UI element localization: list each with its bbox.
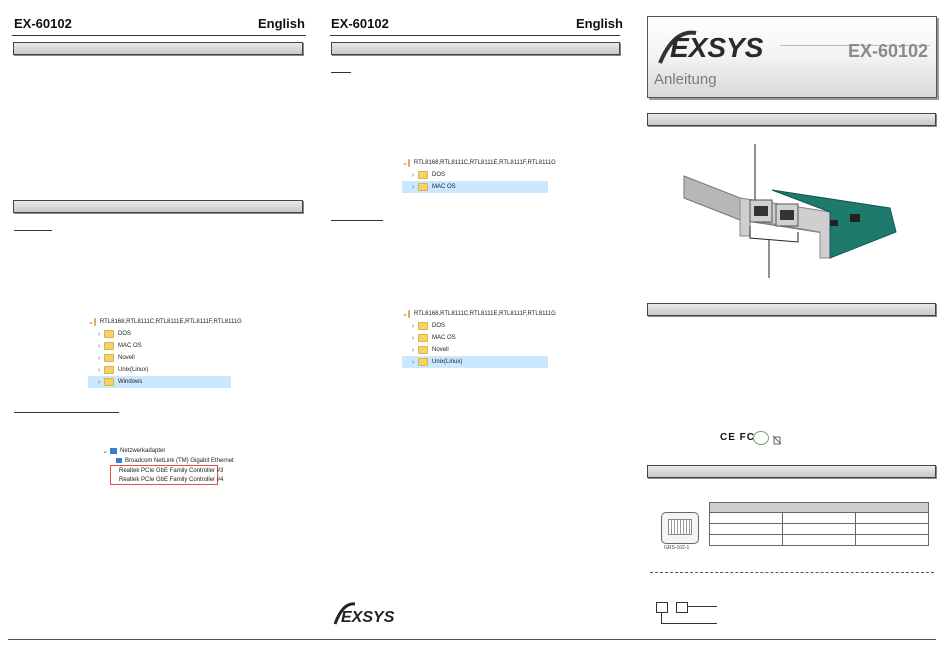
underline-heading-4: [331, 220, 383, 221]
tree-item-dos[interactable]: › DOS: [402, 169, 548, 181]
device-category[interactable]: ⌄ Netzwerkadapter: [100, 446, 240, 456]
tree-item-dos[interactable]: › DOS: [88, 328, 231, 340]
chevron-right-icon: ›: [97, 354, 101, 362]
svg-text:EXSYS: EXSYS: [670, 32, 764, 63]
folder-icon: [418, 346, 428, 354]
section-bar-1: [13, 42, 303, 55]
driver-tree-linux: [402, 308, 556, 368]
chevron-right-icon: ›: [97, 366, 101, 374]
folder-icon: [104, 342, 114, 350]
col2-language: English: [576, 16, 623, 31]
chevron-right-icon: ›: [411, 346, 415, 354]
device-item-realtek-3[interactable]: Realtek PCIe GbE Family Controller #3: [119, 467, 224, 474]
section-bar-5: [647, 303, 936, 316]
led-line: [687, 606, 717, 607]
folder-icon: [104, 378, 114, 386]
chevron-right-icon: ›: [97, 342, 101, 350]
chevron-down-icon: ⌄: [102, 448, 108, 455]
folder-icon: [104, 330, 114, 338]
tree-root-label: RTL8168,RTL8111C,RTL8111E,RTL8111F,RTL8111G: [99, 319, 242, 325]
folder-icon: [418, 322, 428, 330]
col1-header-rule: [12, 35, 306, 36]
cover-model: EX-60102: [847, 41, 928, 61]
chevron-right-icon: ›: [411, 171, 415, 179]
network-card-icon: [116, 458, 122, 463]
cover-subtitle: Anleitung: [654, 71, 717, 88]
section-bar-3: [331, 42, 620, 55]
device-manager-tree: [100, 446, 240, 485]
underline-heading-2: [14, 412, 119, 413]
pin-table: [709, 502, 929, 546]
dashed-separator: [650, 572, 934, 573]
device-item-broadcom[interactable]: Broadcom NetLink (TM) Gigabit Ethernet: [100, 456, 240, 465]
col1-title: EX-60102: [14, 16, 72, 31]
tree-root[interactable]: [88, 316, 242, 328]
driver-tree-mac: [402, 157, 556, 193]
col1-language: English: [258, 16, 305, 31]
cover-box: [647, 16, 937, 98]
product-image: [680, 140, 910, 280]
device-item-realtek-4[interactable]: Realtek PCIe GbE Family Controller #4: [119, 476, 224, 483]
highlight-box: [110, 465, 224, 485]
led-box-icon: [656, 602, 668, 613]
underline-heading-1: [14, 230, 52, 231]
col2-title: EX-60102: [331, 16, 389, 31]
certification-marks: CE FC: [720, 432, 755, 443]
tree-item-linux[interactable]: › Unix(Linux): [402, 356, 548, 368]
section-bar-4: [647, 113, 936, 126]
table-row: [709, 524, 929, 535]
chevron-right-icon: ›: [97, 378, 101, 386]
tree-item-macos[interactable]: › MAC OS: [402, 181, 548, 193]
section-bar-2: [13, 200, 303, 213]
section-bar-6: [647, 465, 936, 478]
table-header: [709, 502, 929, 513]
tree-item-novell[interactable]: › Novell: [88, 352, 231, 364]
chevron-right-icon: ›: [411, 334, 415, 342]
tree-item-dos[interactable]: › DOS: [402, 320, 548, 332]
driver-tree-windows: [88, 316, 242, 388]
tree-item-macos[interactable]: › MAC OS: [402, 332, 548, 344]
rj45-label: GRS-102-1: [664, 545, 690, 551]
chevron-right-icon: ›: [411, 358, 415, 366]
chevron-down-icon: ⌄: [88, 319, 94, 326]
folder-icon: [418, 171, 428, 179]
tree-item-novell[interactable]: › Novell: [402, 344, 548, 356]
chevron-down-icon: ⌄: [402, 311, 408, 318]
network-card-illustration-icon: [680, 140, 910, 280]
chevron-right-icon: ›: [411, 183, 415, 191]
tree-item-linux[interactable]: › Unix(Linux): [88, 364, 231, 376]
folder-icon: [94, 318, 96, 326]
led-box-icon: [676, 602, 688, 613]
underline-heading-3: [331, 72, 351, 73]
chevron-right-icon: ›: [97, 330, 101, 338]
table-row: [709, 513, 929, 524]
folder-icon: [418, 334, 428, 342]
chevron-right-icon: ›: [411, 322, 415, 330]
folder-icon: [418, 358, 428, 366]
folder-icon: [418, 183, 428, 191]
led-line: [661, 623, 717, 624]
weee-bin-icon: [772, 432, 782, 442]
svg-text:EXSYS: EXSYS: [341, 609, 395, 626]
exsys-logo-icon: [333, 598, 395, 630]
eco-icon: [753, 431, 769, 445]
tree-item-macos[interactable]: › MAC OS: [88, 340, 231, 352]
tree-item-windows[interactable]: › Windows: [88, 376, 231, 388]
table-row: [709, 535, 929, 546]
folder-icon: [104, 366, 114, 374]
network-adapter-icon: [110, 448, 117, 454]
chevron-down-icon: ⌄: [402, 160, 408, 167]
tree-root[interactable]: ⌄ RTL8168,RTL8111C,RTL8111E,RTL8111F,RTL8111G: [402, 311, 556, 318]
tree-root[interactable]: ⌄ RTL8168,RTL8111C,RTL8111E,RTL8111F,RTL8111G: [402, 160, 556, 167]
exsys-logo-icon: [656, 23, 776, 67]
folder-icon: [408, 159, 410, 167]
footer-logo: [333, 598, 395, 630]
col2-header-rule: [330, 35, 620, 36]
folder-icon: [408, 310, 410, 318]
footer-rule: [8, 639, 936, 640]
rj45-port-icon: [661, 512, 699, 544]
folder-icon: [104, 354, 114, 362]
